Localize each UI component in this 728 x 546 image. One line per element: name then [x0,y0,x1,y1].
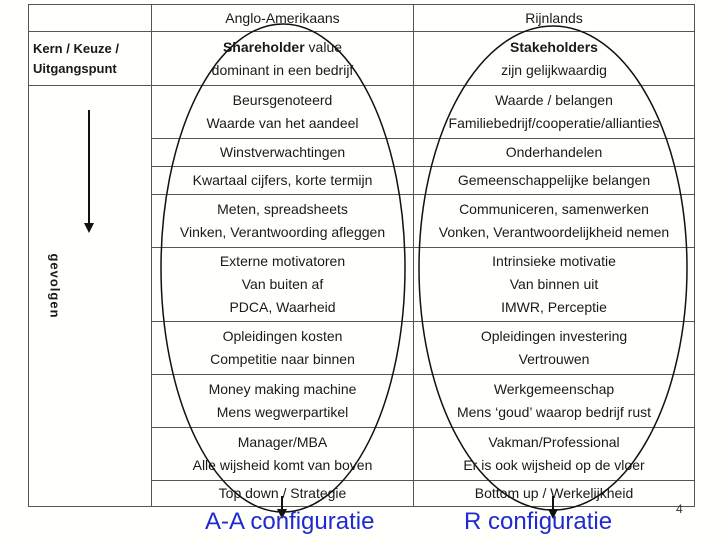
table-header-row [29,5,695,32]
cell-line: Van buiten af [241,276,324,292]
cell-line: Meten, spreadsheets [217,201,348,217]
kern-aa-cell [152,32,414,86]
kern-r-bold: Stakeholders [510,38,598,55]
cell-line: Vertrouwen [518,351,590,367]
r-configuratie-label: R configuratie [464,508,613,535]
cell-line: PDCA, Waarheid [229,299,336,315]
r-cell [414,139,695,167]
comparison-table [28,4,695,507]
kern-r-cell [414,32,695,86]
aa-cell [152,375,414,428]
cell-line: Gemeenschappelijke belangen [457,172,651,188]
kern-row [29,32,695,86]
header-anglo-amerikaans: Anglo-Amerikaans [152,5,414,32]
gevolgen-label: gevolgen [47,253,63,319]
cell-line: Werkgemeenschap [493,381,615,397]
kern-r-line2: zijn gelijkwaardig [501,61,607,78]
cell-line: IMWR, Perceptie [501,299,607,315]
header-empty-cell [29,5,152,32]
r-cell [414,248,695,322]
aa-cell [152,167,414,195]
cell-line: Vakman/Professional [488,434,620,450]
r-cell [414,86,695,139]
cell-line: Communiceren, samenwerken [459,201,649,217]
table-row [29,86,695,139]
cell-line: Mens ‘goud’ waarop bedrijf rust [456,404,652,420]
cell-line: Competitie naar binnen [210,351,355,367]
cell-line: Manager/MBA [237,434,328,450]
aa-cell [152,139,414,167]
cell-line: Onderhandelen [505,144,603,160]
aa-cell [152,481,414,507]
aa-cell [152,195,414,248]
kern-aa-bold: Shareholder [222,38,305,55]
cell-line: Waarde / belangen [495,92,613,108]
cell-line: Externe motivatoren [219,253,346,269]
aa-cell [152,86,414,139]
kern-aa-rest: value [304,38,343,55]
cell-line: Vinken, Verantwoording afleggen [179,224,386,240]
cell-line: Mens wegwerpartikel [216,404,349,420]
kern-label-line2: Uitgangspunt [33,60,117,76]
aa-cell [152,322,414,375]
cell-line: Bottom up / Werkelijkheid [474,485,634,501]
cell-line: Er is ook wijsheid op de vloer [463,457,645,473]
cell-line: Vonken, Verantwoordelijkheid nemen [438,224,670,240]
aa-cell [152,428,414,481]
cell-line: Intrinsieke motivatie [492,253,616,269]
kern-aa-line2: dominant in een bedrijf [211,61,354,78]
aa-cell [152,248,414,322]
cell-line: Beursgenoteerd [232,92,333,108]
r-cell [414,322,695,375]
cell-line: Kwartaal cijfers, korte termijn [192,172,373,188]
slide-number: 4 [676,502,683,516]
cell-line: Opleidingen investering [480,328,628,344]
kern-row-label [29,32,152,86]
cell-line: Alle wijsheid komt van boven [192,457,373,473]
cell-line: Money making machine [208,381,357,397]
r-cell [414,428,695,481]
cell-line: Familiebedrijf/cooperatie/allianties [448,115,660,131]
r-cell [414,195,695,248]
cell-line: Top down / Strategie [218,485,347,501]
cell-line: Winstverwachtingen [219,144,346,160]
aa-configuratie-label: A-A configuratie [205,508,375,535]
header-rijnlands: Rijnlands [414,5,695,32]
kern-aa-line1 [154,36,411,59]
r-cell [414,375,695,428]
kern-label-line1: Kern / Keuze / [33,40,119,56]
r-cell [414,167,695,195]
cell-line: Opleidingen kosten [222,328,343,344]
cell-line: Waarde van het aandeel [206,115,359,131]
cell-line: Van binnen uit [509,276,599,292]
r-cell [414,481,695,507]
